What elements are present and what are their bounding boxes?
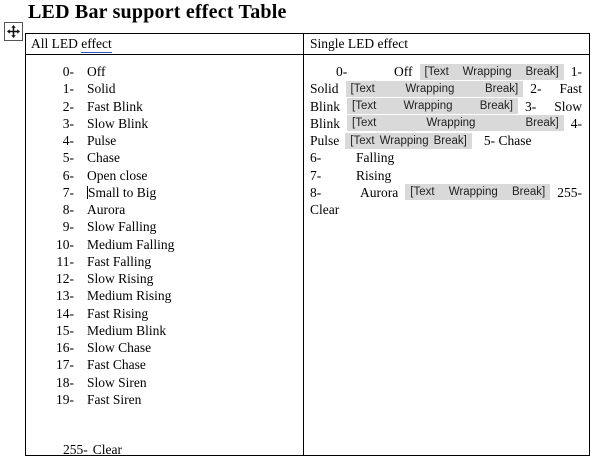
effect-list-item	[26, 287, 303, 304]
effect-label: Fast Chase	[87, 357, 146, 373]
text-wrapping-break-marker	[345, 133, 472, 149]
wrap-break-word: Break]	[479, 100, 513, 113]
effect-number: 7-	[62, 184, 74, 200]
effect-label: Small to Big	[88, 184, 157, 200]
wrap-break-word: Wrapping	[405, 82, 455, 95]
wrap-break-word: Wrapping	[462, 65, 512, 78]
effect-number: 12-	[56, 271, 74, 286]
effect-text: Falling	[356, 150, 395, 166]
effect-number: 13-	[56, 288, 74, 304]
effect-number: 2-	[62, 98, 74, 114]
effect-number: 19-	[56, 391, 74, 407]
effect-text: 255-	[557, 184, 582, 200]
effect-text: 2-	[530, 81, 542, 97]
single-led-text-line	[304, 149, 589, 166]
effect-list-item	[26, 80, 303, 97]
effect-list-item	[26, 218, 303, 235]
effect-label: Slow Falling	[87, 219, 157, 235]
effect-text: Aurora	[360, 184, 399, 200]
effect-text: 3-	[524, 98, 537, 114]
effect-label: Slow Chase	[87, 340, 152, 355]
effect-list-item	[26, 391, 303, 408]
effect-text: 4-	[570, 115, 582, 131]
effect-list-item	[26, 63, 303, 80]
effect-text: Blink	[310, 115, 341, 131]
text-wrapping-break-marker	[347, 115, 564, 131]
effect-list-item	[26, 167, 303, 184]
effect-list-item	[26, 201, 303, 218]
effect-label: Clear	[92, 442, 122, 457]
effect-number: 15-	[56, 322, 74, 338]
single-led-text-line	[304, 132, 589, 149]
wrap-break-word: Break]	[525, 65, 559, 78]
text-wrapping-break-marker	[346, 81, 524, 97]
four-way-arrow-icon	[7, 25, 20, 38]
effect-list-item	[26, 305, 303, 322]
wrap-break-word: [Text	[352, 117, 377, 130]
single-led-text-line	[304, 115, 589, 132]
effect-number: 9-	[62, 219, 74, 235]
effect-label: Medium Blink	[87, 322, 167, 338]
effect-label: Fast Falling	[87, 253, 152, 269]
effect-text: 1-	[570, 64, 582, 79]
effect-label: Aurora	[87, 202, 126, 217]
header-single-led-effect: Single LED effect	[303, 34, 589, 54]
header-all-led-text: All LED	[31, 36, 82, 51]
effect-text: Fast	[559, 81, 582, 97]
effect-list-item	[26, 236, 303, 253]
effect-label: Fast Rising	[87, 305, 149, 321]
wrap-break-word: [Text	[410, 186, 435, 199]
effect-text: Pulse	[310, 133, 340, 148]
effect-number: 14-	[56, 305, 74, 321]
effect-number: 11-	[56, 253, 74, 269]
effect-number: 5-	[62, 150, 74, 166]
single-led-text-line	[304, 167, 589, 184]
effect-number: 8-	[62, 202, 74, 217]
effect-label: Slow Blink	[87, 115, 149, 131]
single-led-text-line	[304, 201, 589, 218]
effect-number: 255-	[63, 442, 88, 457]
effect-list-item	[26, 270, 303, 287]
wrap-break-word: Wrapping	[448, 186, 498, 199]
wrap-break-word: Wrapping	[426, 117, 476, 130]
effect-label: Slow Siren	[87, 374, 147, 390]
header-all-led-effect	[26, 34, 303, 54]
effect-list-item	[26, 356, 303, 373]
effect-label: Medium Falling	[87, 236, 175, 252]
effect-text: Blink	[310, 98, 341, 114]
effect-label: Open close	[87, 167, 148, 183]
effect-label: Slow Rising	[87, 271, 154, 286]
effect-number: 0-	[62, 64, 74, 79]
effect-number: 10-	[56, 236, 74, 252]
single-led-effect-text	[303, 55, 589, 455]
effect-list-item	[26, 322, 303, 339]
effect-number: 17-	[56, 357, 74, 373]
wrap-break-word: Wrapping	[379, 134, 429, 147]
wrap-break-word: [Text	[352, 100, 377, 113]
effect-text: Clear	[310, 202, 340, 217]
effect-text: 8-	[310, 184, 322, 200]
effect-text: Rising	[356, 167, 392, 183]
effect-list-item	[26, 149, 303, 166]
text-wrapping-break-marker	[420, 64, 564, 80]
page-title: LED Bar support effect Table	[28, 1, 287, 23]
effect-text: 0-	[336, 64, 348, 79]
effect-text: Off	[394, 64, 413, 79]
effects-table	[25, 33, 590, 456]
table-body-row	[26, 55, 589, 455]
effect-underlined-word: effect	[81, 35, 112, 51]
effect-text: Slow	[554, 98, 582, 114]
effect-list-item	[26, 374, 303, 391]
effect-text: 5- Chase	[483, 133, 532, 148]
wrap-break-word: Break]	[512, 186, 546, 199]
effect-label: Pulse	[87, 133, 117, 148]
effect-label: Chase	[87, 150, 120, 166]
wrap-break-word: Wrapping	[403, 100, 453, 113]
wrap-break-word: Break]	[433, 134, 467, 147]
effect-label: Fast Blink	[87, 98, 143, 114]
effect-list-item	[26, 115, 303, 132]
effect-label: Solid	[87, 81, 116, 97]
effect-text: 7-	[310, 167, 322, 183]
effect-label: Off	[87, 64, 106, 79]
wrap-break-word: [Text	[350, 134, 375, 147]
text-wrapping-break-marker	[347, 98, 518, 114]
table-header-row	[26, 34, 589, 55]
table-move-handle-icon[interactable]	[4, 22, 23, 41]
effect-text: 6-	[310, 150, 322, 166]
effect-list-item	[26, 441, 303, 458]
effect-number: 6-	[62, 167, 74, 183]
single-led-text-line	[304, 80, 589, 97]
effect-number: 1-	[62, 81, 74, 97]
wrap-break-word: Break]	[484, 82, 519, 95]
effect-list-item	[26, 184, 303, 201]
wrap-break-word: Break]	[525, 117, 559, 130]
effect-number: 3-	[62, 115, 74, 131]
effect-number: 4-	[62, 133, 74, 148]
effect-list-item	[26, 98, 303, 115]
all-led-effect-list	[26, 55, 303, 455]
effect-list-item	[26, 253, 303, 270]
effect-number: 16-	[56, 340, 74, 355]
effect-text: Solid	[310, 81, 339, 97]
single-led-text-line	[304, 184, 589, 201]
wrap-break-word: [Text	[350, 82, 375, 95]
effect-list-item	[26, 132, 303, 149]
effect-label: Fast Siren	[87, 391, 142, 407]
effect-number: 18-	[56, 374, 74, 390]
effect-list-item	[26, 339, 303, 356]
effect-label: Medium Rising	[87, 288, 172, 304]
wrap-break-word: [Text	[424, 65, 449, 78]
single-led-text-line	[304, 98, 589, 115]
text-wrapping-break-marker	[405, 184, 550, 200]
single-led-text-line	[304, 63, 589, 80]
